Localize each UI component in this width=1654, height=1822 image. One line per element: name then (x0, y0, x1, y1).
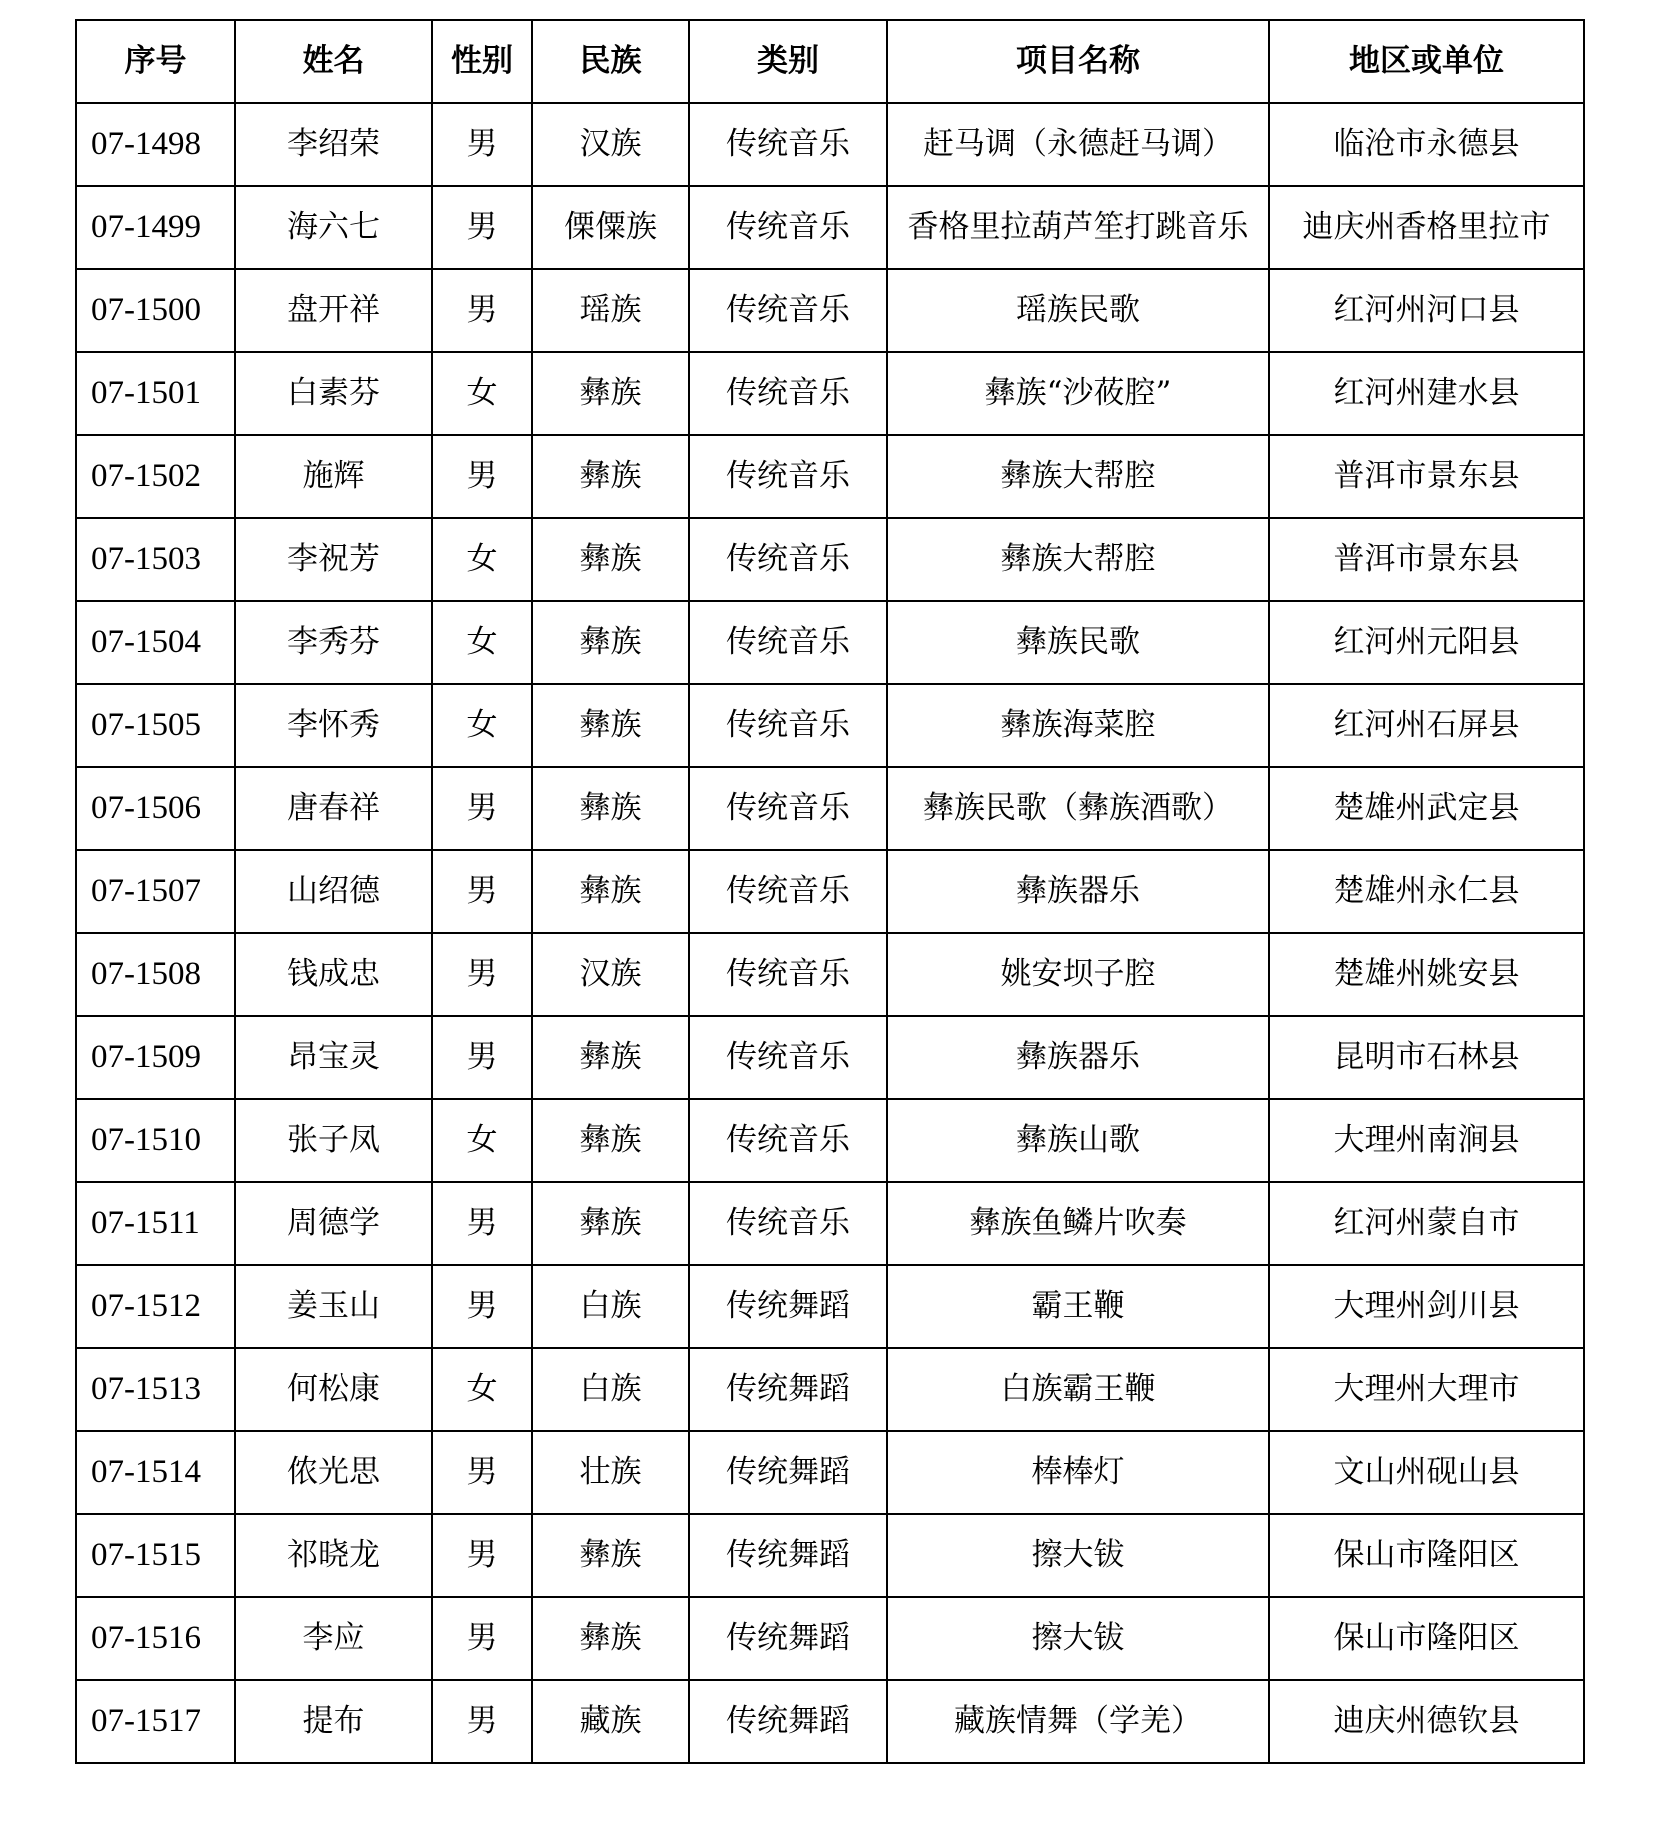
cell-region: 红河州元阳县 (1269, 601, 1584, 684)
cell-project: 擦大钹 (887, 1514, 1269, 1597)
cell-gender: 男 (432, 767, 532, 850)
cell-region: 楚雄州姚安县 (1269, 933, 1584, 1016)
cell-project: 彝族山歌 (887, 1099, 1269, 1182)
cell-gender: 男 (432, 269, 532, 352)
header-project: 项目名称 (887, 20, 1269, 103)
cell-name: 昂宝灵 (235, 1016, 432, 1099)
cell-region: 红河州蒙自市 (1269, 1182, 1584, 1265)
cell-name: 白素芬 (235, 352, 432, 435)
cell-ethnicity: 彝族 (532, 1182, 689, 1265)
cell-gender: 男 (432, 1016, 532, 1099)
cell-project: 彝族器乐 (887, 1016, 1269, 1099)
cell-category: 传统音乐 (689, 684, 887, 767)
cell-region: 红河州河口县 (1269, 269, 1584, 352)
cell-region: 楚雄州永仁县 (1269, 850, 1584, 933)
table-row (76, 767, 1584, 850)
cell-project: 彝族大帮腔 (887, 435, 1269, 518)
cell-name: 周德学 (235, 1182, 432, 1265)
cell-ethnicity: 瑶族 (532, 269, 689, 352)
table-row (76, 1265, 1584, 1348)
cell-region: 普洱市景东县 (1269, 518, 1584, 601)
cell-name: 张子凤 (235, 1099, 432, 1182)
cell-project: 瑶族民歌 (887, 269, 1269, 352)
cell-category: 传统舞蹈 (689, 1597, 887, 1680)
cell-id: 07-1499 (76, 186, 235, 269)
table-row (76, 518, 1584, 601)
cell-category: 传统音乐 (689, 269, 887, 352)
cell-name: 李应 (235, 1597, 432, 1680)
cell-gender: 女 (432, 1099, 532, 1182)
cell-gender: 女 (432, 352, 532, 435)
cell-region: 保山市隆阳区 (1269, 1514, 1584, 1597)
cell-region: 昆明市石林县 (1269, 1016, 1584, 1099)
cell-category: 传统音乐 (689, 850, 887, 933)
cell-id: 07-1515 (76, 1514, 235, 1597)
cell-category: 传统音乐 (689, 933, 887, 1016)
cell-ethnicity: 壮族 (532, 1431, 689, 1514)
cell-id: 07-1509 (76, 1016, 235, 1099)
cell-id: 07-1516 (76, 1597, 235, 1680)
table-row (76, 933, 1584, 1016)
cell-name: 盘开祥 (235, 269, 432, 352)
cell-category: 传统舞蹈 (689, 1514, 887, 1597)
cell-category: 传统音乐 (689, 601, 887, 684)
cell-category: 传统音乐 (689, 1016, 887, 1099)
cell-project: 擦大钹 (887, 1597, 1269, 1680)
cell-id: 07-1513 (76, 1348, 235, 1431)
cell-region: 楚雄州武定县 (1269, 767, 1584, 850)
cell-category: 传统音乐 (689, 352, 887, 435)
cell-id: 07-1503 (76, 518, 235, 601)
cell-name: 李祝芳 (235, 518, 432, 601)
cell-id: 07-1512 (76, 1265, 235, 1348)
cell-id: 07-1505 (76, 684, 235, 767)
cell-region: 普洱市景东县 (1269, 435, 1584, 518)
cell-category: 传统舞蹈 (689, 1348, 887, 1431)
cell-gender: 男 (432, 186, 532, 269)
cell-name: 李绍荣 (235, 103, 432, 186)
cell-ethnicity: 彝族 (532, 601, 689, 684)
table-row (76, 1182, 1584, 1265)
cell-project: 彝族民歌（彝族酒歌） (887, 767, 1269, 850)
cell-name: 李怀秀 (235, 684, 432, 767)
cell-name: 唐春祥 (235, 767, 432, 850)
cell-id: 07-1507 (76, 850, 235, 933)
cell-region: 红河州石屏县 (1269, 684, 1584, 767)
cell-ethnicity: 彝族 (532, 1099, 689, 1182)
cell-id: 07-1508 (76, 933, 235, 1016)
cell-ethnicity: 白族 (532, 1348, 689, 1431)
cell-id: 07-1514 (76, 1431, 235, 1514)
cell-region: 迪庆州德钦县 (1269, 1680, 1584, 1763)
cell-name: 海六七 (235, 186, 432, 269)
header-id: 序号 (76, 20, 235, 103)
cell-ethnicity: 汉族 (532, 933, 689, 1016)
header-gender: 性别 (432, 20, 532, 103)
cell-id: 07-1502 (76, 435, 235, 518)
cell-region: 迪庆州香格里拉市 (1269, 186, 1584, 269)
cell-ethnicity: 彝族 (532, 767, 689, 850)
cell-ethnicity: 彝族 (532, 1597, 689, 1680)
cell-project: 彝族大帮腔 (887, 518, 1269, 601)
cell-ethnicity: 彝族 (532, 435, 689, 518)
cell-gender: 男 (432, 103, 532, 186)
cell-name: 钱成忠 (235, 933, 432, 1016)
cell-project: 彝族民歌 (887, 601, 1269, 684)
cell-id: 07-1501 (76, 352, 235, 435)
cell-ethnicity: 彝族 (532, 850, 689, 933)
cell-gender: 男 (432, 1514, 532, 1597)
cell-project: 彝族“沙莜腔” (887, 352, 1269, 435)
cell-project: 白族霸王鞭 (887, 1348, 1269, 1431)
cell-name: 施辉 (235, 435, 432, 518)
cell-gender: 女 (432, 518, 532, 601)
table-row (76, 850, 1584, 933)
cell-name: 山绍德 (235, 850, 432, 933)
header-ethnicity: 民族 (532, 20, 689, 103)
cell-region: 大理州剑川县 (1269, 1265, 1584, 1348)
header-name: 姓名 (235, 20, 432, 103)
cell-ethnicity: 彝族 (532, 1514, 689, 1597)
cell-region: 临沧市永德县 (1269, 103, 1584, 186)
cell-name: 祁晓龙 (235, 1514, 432, 1597)
cell-gender: 男 (432, 1597, 532, 1680)
cell-project: 棒棒灯 (887, 1431, 1269, 1514)
cell-ethnicity: 藏族 (532, 1680, 689, 1763)
cell-category: 传统舞蹈 (689, 1680, 887, 1763)
cell-region: 红河州建水县 (1269, 352, 1584, 435)
table-row (76, 269, 1584, 352)
cell-gender: 男 (432, 850, 532, 933)
cell-project: 赶马调（永德赶马调） (887, 103, 1269, 186)
cell-category: 传统舞蹈 (689, 1265, 887, 1348)
table-row (76, 435, 1584, 518)
cell-name: 提布 (235, 1680, 432, 1763)
cell-ethnicity: 白族 (532, 1265, 689, 1348)
table-row (76, 103, 1584, 186)
cell-project: 姚安坝子腔 (887, 933, 1269, 1016)
table-body (76, 103, 1584, 1763)
table-row (76, 601, 1584, 684)
cell-ethnicity: 彝族 (532, 352, 689, 435)
cell-gender: 男 (432, 1265, 532, 1348)
table-header-row (76, 20, 1584, 103)
cell-id: 07-1511 (76, 1182, 235, 1265)
cell-region: 保山市隆阳区 (1269, 1597, 1584, 1680)
table-row (76, 1680, 1584, 1763)
table-row (76, 684, 1584, 767)
cell-gender: 男 (432, 435, 532, 518)
table-row (76, 352, 1584, 435)
cell-project: 藏族情舞（学羌） (887, 1680, 1269, 1763)
cell-ethnicity: 彝族 (532, 684, 689, 767)
cell-category: 传统音乐 (689, 767, 887, 850)
cell-project: 香格里拉葫芦笙打跳音乐 (887, 186, 1269, 269)
cell-project: 霸王鞭 (887, 1265, 1269, 1348)
cell-gender: 男 (432, 1182, 532, 1265)
table-row (76, 1431, 1584, 1514)
cell-category: 传统音乐 (689, 186, 887, 269)
cell-id: 07-1517 (76, 1680, 235, 1763)
cell-project: 彝族海菜腔 (887, 684, 1269, 767)
inheritor-table (75, 19, 1585, 1764)
cell-id: 07-1500 (76, 269, 235, 352)
table-row (76, 1099, 1584, 1182)
cell-region: 大理州大理市 (1269, 1348, 1584, 1431)
cell-category: 传统音乐 (689, 435, 887, 518)
table-row (76, 1348, 1584, 1431)
cell-id: 07-1498 (76, 103, 235, 186)
header-region: 地区或单位 (1269, 20, 1584, 103)
cell-id: 07-1510 (76, 1099, 235, 1182)
cell-category: 传统音乐 (689, 1099, 887, 1182)
cell-gender: 男 (432, 933, 532, 1016)
header-category: 类别 (689, 20, 887, 103)
cell-ethnicity: 彝族 (532, 518, 689, 601)
cell-gender: 女 (432, 1348, 532, 1431)
cell-name: 侬光思 (235, 1431, 432, 1514)
cell-project: 彝族鱼鳞片吹奏 (887, 1182, 1269, 1265)
cell-category: 传统音乐 (689, 518, 887, 601)
table-row (76, 1597, 1584, 1680)
cell-name: 李秀芬 (235, 601, 432, 684)
cell-ethnicity: 汉族 (532, 103, 689, 186)
cell-id: 07-1504 (76, 601, 235, 684)
cell-id: 07-1506 (76, 767, 235, 850)
cell-category: 传统舞蹈 (689, 1431, 887, 1514)
table-row (76, 1016, 1584, 1099)
cell-ethnicity: 傈僳族 (532, 186, 689, 269)
cell-region: 大理州南涧县 (1269, 1099, 1584, 1182)
cell-region: 文山州砚山县 (1269, 1431, 1584, 1514)
cell-name: 何松康 (235, 1348, 432, 1431)
cell-gender: 女 (432, 684, 532, 767)
cell-category: 传统音乐 (689, 1182, 887, 1265)
cell-name: 姜玉山 (235, 1265, 432, 1348)
cell-gender: 男 (432, 1680, 532, 1763)
cell-ethnicity: 彝族 (532, 1016, 689, 1099)
table-row (76, 1514, 1584, 1597)
cell-gender: 女 (432, 601, 532, 684)
cell-gender: 男 (432, 1431, 532, 1514)
cell-project: 彝族器乐 (887, 850, 1269, 933)
table-row (76, 186, 1584, 269)
cell-category: 传统音乐 (689, 103, 887, 186)
